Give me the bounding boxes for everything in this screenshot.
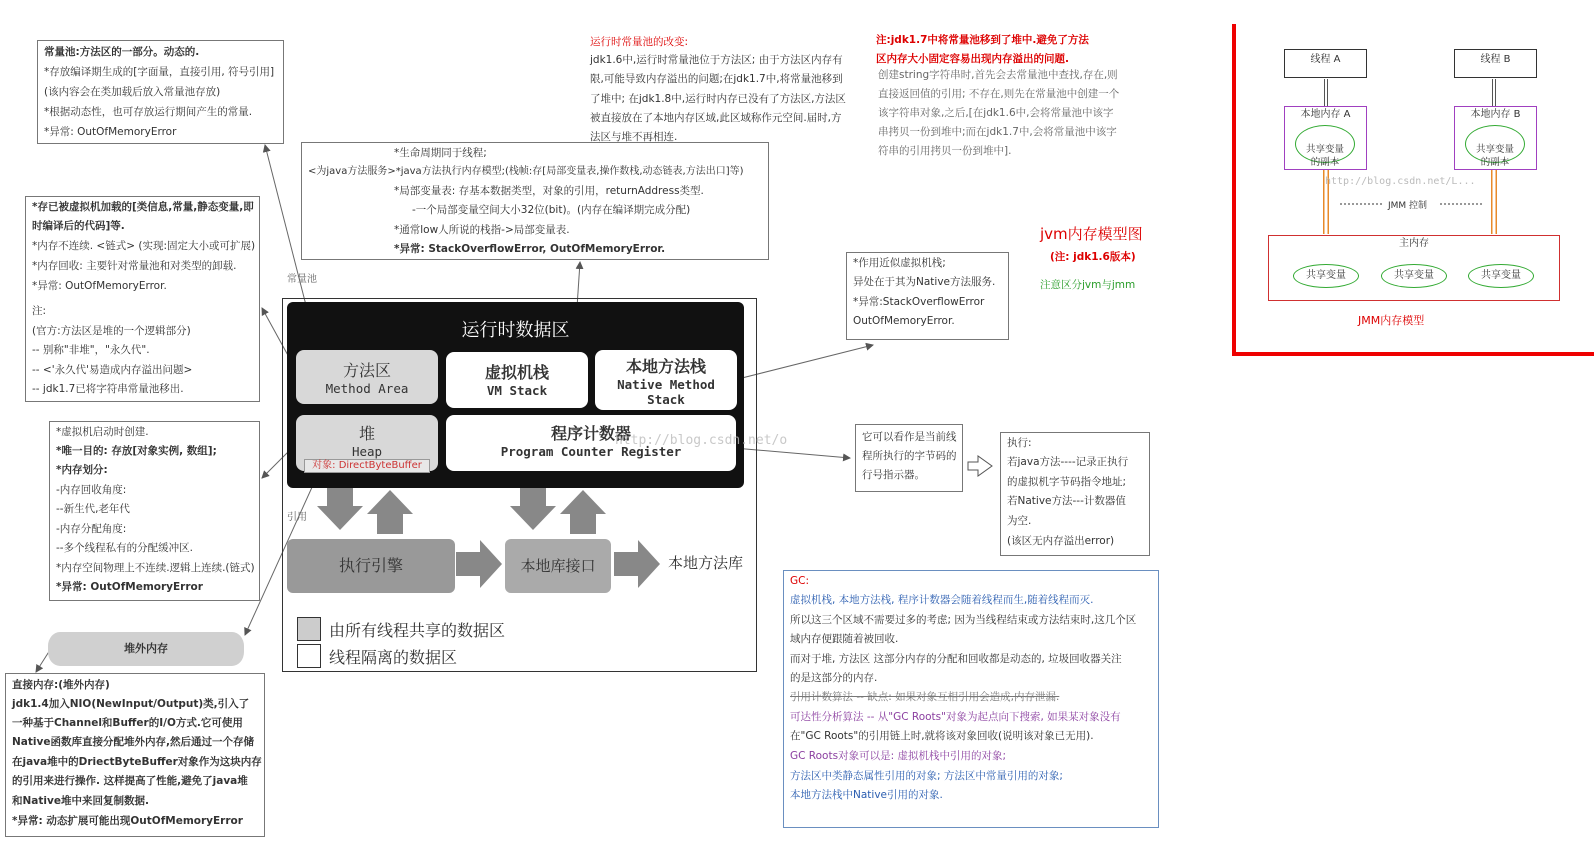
pc-box [855,424,963,492]
hollow-arrow-pc-exec [968,456,992,476]
text-line: *存放编译期生成的[字面量，直接引用, 符号引用] [44,66,275,78]
text-line: -- <'永久代'易造成内存溢出问题> [32,364,193,376]
text-line: -一个局部变量空间大小32位(bit)。(内存在编译期完成分配) [412,204,691,216]
text-line: 该字符串对象,之后,[在jdk1.6中,会将常量池中该字 [878,107,1114,119]
text-line: 在java堆中的DriectByteBuffer对象作为这块内存 [12,756,262,768]
text-line: 若Native方法---计数器值 [1007,495,1126,507]
jmm-shared-var-label: 共享变量 [1306,270,1346,281]
jmm-local-a-label: 本地内存 A [1300,109,1351,120]
text-line: 了堆中; 在jdk1.8中,运行时内存已没有了方法区,方法区 [590,93,846,105]
method-area-cn: 方法区 [342,361,391,380]
text-line: 符串的引用拷贝一份到堆中]. [878,145,1012,157]
text-line: (该内容会在类加载后放入常量池存放) [44,86,221,98]
native-stack-en1: Native Method [617,377,715,392]
text-line: 虚拟机栈, 本地方法栈, 程序计数器会随着线程而生,随着线程而灭. [790,594,1094,606]
jmm-thread-b-label: 线程 B [1480,54,1511,65]
pc-cn: 程序计数器 [550,424,631,443]
text-line: 所以这三个区域不需要过多的考虑; 因为当线程结束或方法结束时,这几个区 [790,614,1137,626]
jmm-shared-var-3 [1468,264,1534,288]
text-line: *根据动态性，也可存放运行期间产生的常量. [44,106,253,118]
text-line: *异常: StackOverflowError, OutOfMemoryError. [394,243,666,255]
jmm-local-b-label: 本地内存 B [1470,109,1521,120]
text-line: 注:jdk1.7中将常量池移到了堆中.避免了方法 [876,34,1089,46]
heap-cn: 堆 [358,424,375,443]
text-line: 区内存大小固定容易出现内存溢出的问题. [876,53,1069,65]
jmm-local-a [1284,106,1367,170]
jmm-local-b [1454,106,1537,170]
offheap-capsule [48,632,244,666]
text-line: *异常: 动态扩展可能出现OutOfMemoryError [12,815,243,827]
text-line: 为空. [1007,515,1032,527]
runtime-title: 运行时数据区 [461,320,570,341]
method-area-box [25,196,260,402]
gc-box [783,570,1159,828]
text-line: 常量池:方法区的一部分。动态的. [44,46,200,58]
jmm-copy-b-label: 共享变量 的副本 [1475,144,1514,168]
text-line: 行号指示器。 [862,469,925,481]
text-line: jdk1.4加入NIO(NewInput/Output)类,引入了 [12,698,250,710]
native-interface-node [505,539,611,593]
heap-box [49,421,260,601]
text-line: 创建string字符串时,首先会去常量池中查找,存在,则 [878,69,1118,81]
constant-pool-box [37,40,284,144]
text-line: 被直接放在了本地内存区域,此区域称作元空间.届时,方 [590,112,842,124]
jmm-caption: JMM内存模型 [1358,314,1425,327]
watermark: http://blog.csdn.net/o [615,433,788,448]
text-line: *虚拟机启动时创建. [56,426,149,438]
vm-stack-cn: 虚拟机栈 [484,363,549,382]
text-line: 一种基于Channel和Buffer的I/O方式.它可使用 [12,717,243,729]
jmm-copy-a [1295,125,1355,168]
text-line: 的引用来进行操作. 这样提高了性能,避免了java堆 [12,775,248,787]
constant-pool-change-title: 运行时常量池的改变: [590,36,689,48]
legend-isolated-label: 线程隔离的数据区 [329,648,458,667]
offheap-label: 堆外内存 [124,642,168,655]
text-line: 域内存便跟随着被回收. [790,633,899,645]
vm-stack-en: VM Stack [486,383,548,398]
text-line: 的虚拟机字节码指令地址; [1007,476,1127,488]
exec-box [1000,432,1150,556]
jmm-control-label: JMM 控制 [1388,201,1428,211]
exec-engine-node [287,539,455,593]
jmm-shared-var-2 [1381,264,1447,288]
text-line: *通常low人所说的栈指->局部变量表. [394,224,570,236]
legend-shared-swatch [297,617,321,641]
vm-stack-box [301,142,769,260]
ref-arrow-label: 引用 [287,512,307,523]
text-line: 在"GC Roots"的引用链上时,就将该对象回收(说明该对象已无用). [790,730,1094,742]
jmm-watermark: http://blog.csdn.net/L... [1325,176,1476,187]
text-line: 直接返回值的引用; 不存在,则先在常量池中创建一个 [878,88,1120,100]
text-line: (官方:方法区是堆的一个逻辑部分) [32,325,191,337]
text-line: 可达性分析算法 -- 从"GC Roots"对象为起点向下搜索, 如果某对象没有 [790,711,1121,723]
text-line: --新生代,老年代 [56,503,130,515]
text-line: jdk1.6中,运行时常量池位于方法区; 由于方法区内存有 [590,54,843,66]
text-line: 程所执行的字节码的 [862,450,957,462]
text-line: *异常: OutOfMemoryError [56,581,203,593]
heap-node [296,415,438,471]
jvm-jmm-note: 注意区分jvm与jmm [1040,279,1136,291]
text-line: -- jdk1.7已将字符串常量池移出. [32,383,184,395]
native-lib-label: 本地方法库 [668,554,744,572]
text-line: *异常: OutOfMemoryError [44,126,177,138]
text-line: 而对于堆, 方法区 这部分内存的分配和回收都是动态的, 垃圾回收器关注 [790,653,1122,665]
jmm-copy-a-label: 共享变量 的副本 [1305,144,1344,168]
exec-engine-label: 执行引擎 [338,556,403,575]
text-line: 和Native堆中来回复制数据. [12,795,149,807]
jmm-shared-var-label: 共享变量 [1394,270,1434,281]
legend-shared-label: 由所有线程共享的数据区 [329,621,506,640]
text-line: 串拷贝一份到堆中;而在jdk1.7中,会将常量池中该字 [878,126,1117,138]
legend-isolated-swatch [297,644,321,668]
text-line: *异常: OutOfMemoryError. [32,280,167,292]
text-line: *存已被虚拟机加载的[类信息,常量,静态变量,即 [32,201,254,213]
text-line: 的是这部分的内存. [790,672,878,684]
text-line: *内存回收: 主要针对常量池和对类型的卸载. [32,260,237,272]
text-line: 注: [32,305,47,317]
text-line: 本地方法栈中Native引用的对象. [790,789,943,801]
jmm-copy-b [1465,125,1525,168]
heap-en: Heap [351,444,383,459]
text-line: 引用计数算法 -- 缺点: 如果对象互相引用会造成,内存泄漏. [790,691,1060,703]
text-line: 时编译后的代码]等. [32,220,125,232]
jmm-shared-var-label: 共享变量 [1481,270,1521,281]
text-line: 它可以看作是当前线 [862,431,957,443]
jmm-main-memory-label: 主内存 [1399,238,1429,249]
jmm-main-memory [1268,235,1560,301]
text-line: *内存划分: [56,464,108,476]
text-line: <为java方法服务>*java方法执行内存模型;(栈帧:存[局部变量表,操作数栈,动态链表,方法出口]等) [308,166,744,177]
native-interface-label: 本地库接口 [520,557,596,575]
text-line: Native函数库直接分配堆外内存,然后通过一个存储 [12,736,254,748]
gc-title: GC: [790,575,810,587]
jvm-model-subtitle: (注: jdk1.6版本) [1050,251,1136,263]
method-area-node [296,350,438,404]
jmm-thread-a [1284,49,1367,78]
jmm-thread-b [1454,49,1537,78]
native-stack-box [846,252,1009,340]
heap-obj-label: 对象: DirectByteBuffer [304,459,430,473]
direct-memory-box [5,673,265,837]
text-line: -内存回收角度: [56,484,127,496]
text-line: GC Roots对象可以是: 虚拟机栈中引用的对象; [790,750,1006,762]
text-line: *内存不连续. <链式> (实现:固定大小或可扩展) [32,240,256,252]
text-line: *局部变量表: 存基本数据类型，对象的引用，returnAddress类型. [394,185,704,197]
text-line: OutOfMemoryError. [853,315,955,327]
text-line: 执行: [1007,437,1032,449]
text-line: 异处在于其为Native方法服务. [853,276,996,288]
vm-stack-node [446,352,588,408]
text-line: 直接内存:(堆外内存) [12,679,110,691]
native-stack-node [595,350,737,410]
jmm-thread-a-label: 线程 A [1310,54,1341,65]
native-stack-en2: Stack [647,392,685,407]
text-line: *唯一目的: 存放[对象实例, 数组]; [56,445,217,457]
text-line: 若java方法----记录正执行 [1007,456,1129,468]
native-stack-cn: 本地方法栈 [625,357,706,376]
text-line: 法区与堆不再相连. [590,131,678,143]
text-line: (该区无内存溢出error) [1007,535,1115,547]
text-line: 限,可能导致内存溢出的问题;在jdk1.7中,将常量池移到 [590,73,843,85]
method-area-en: Method Area [325,381,409,396]
jvm-model-title: jvm内存模型图 [1040,225,1143,243]
text-line: --多个线程私有的分配缓冲区. [56,542,193,554]
text-line: 方法区中类静态属性引用的对象; 方法区中常量引用的对象; [790,770,1063,782]
text-line: *内存空间物理上不连续.逻辑上连续.(链式) [56,562,255,574]
text-line: -- 别称"非堆"，"永久代". [32,344,150,356]
text-line: -内存分配角度: [56,523,127,535]
text-line: *生命周期同于线程; [394,147,487,159]
text-line: *作用近似虚拟机栈; [853,257,946,269]
jmm-shared-var-1 [1293,264,1359,288]
text-line: *异常:StackOverflowError [853,296,985,308]
const-pool-arrow-label: 常量池 [287,274,317,285]
pc-en: Program Counter Register [500,444,682,459]
